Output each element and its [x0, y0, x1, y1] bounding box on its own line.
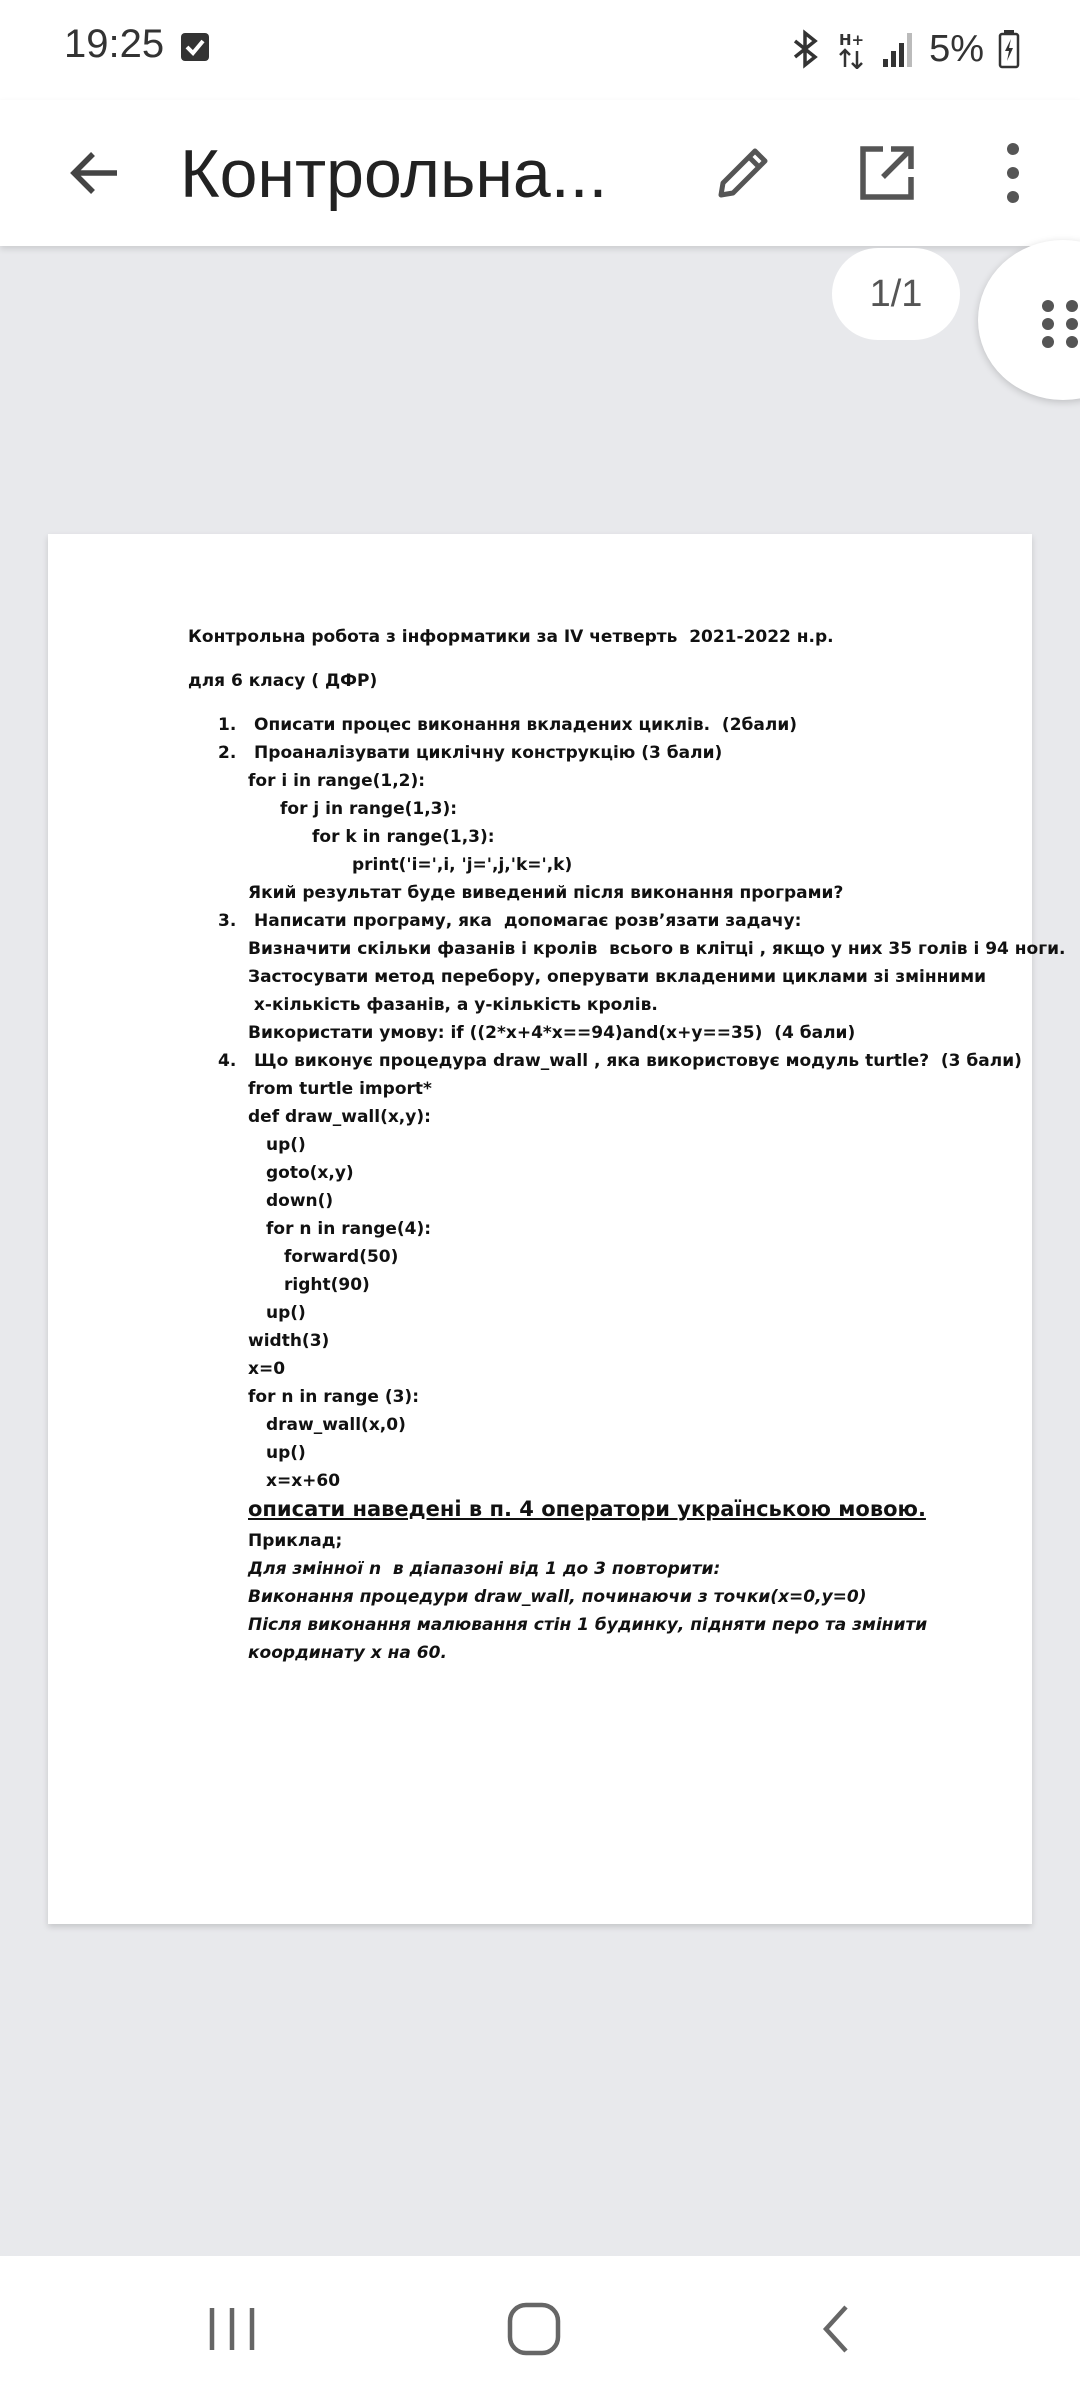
document-line: down(): [266, 1191, 334, 1211]
bluetooth-icon: [789, 29, 823, 69]
document-line: forward(50): [284, 1247, 399, 1267]
document-line: Застосувати метод перебору, оперувати вкладеними циклами зі змінними: [248, 967, 987, 987]
svg-text:H+: H+: [839, 31, 865, 49]
recent-apps-button[interactable]: [172, 2284, 292, 2374]
open-in-new-icon: [855, 141, 919, 205]
document-line: up(): [266, 1443, 306, 1463]
document-line: Який результат буде виведений після виконання програми?: [248, 883, 844, 903]
document-line: def draw_wall(x,y):: [248, 1107, 431, 1127]
back-nav-button[interactable]: [776, 2284, 896, 2374]
document-title: Контрольна...: [180, 136, 608, 212]
document-line: 3. Написати програму, яка допомагає розв’язати задачу:: [218, 911, 802, 931]
floating-action-button[interactable]: [978, 240, 1080, 400]
navigation-bar: [0, 2256, 1080, 2400]
page-indicator: 1/1: [832, 248, 960, 340]
document-line: координату х на 60.: [248, 1643, 447, 1663]
document-line: Визначити скільки фазанів і кролів всього в клітці , якщо у них 35 голів і 94 ноги.: [248, 939, 1066, 959]
more-options-button[interactable]: [968, 128, 1058, 218]
document-page[interactable]: [48, 534, 1066, 1924]
battery-percent: 5%: [929, 27, 984, 70]
document-line: x=0: [248, 1359, 286, 1379]
document-line: for j in range(1,3):: [280, 799, 458, 819]
document-line: print('i=',i, 'j=',j,'k=',k): [352, 855, 573, 875]
document-line: goto(x,y): [266, 1163, 354, 1183]
document-line: 1. Описати процес виконання вкладених циклів. (2бали): [218, 715, 798, 735]
document-line: Використати умову: if ((2*x+4*x==94)and(x+y==35) (4 бали): [248, 1023, 856, 1043]
document-line: for n in range (3):: [248, 1387, 419, 1407]
document-line: for n in range(4):: [266, 1219, 432, 1239]
chevron-left-icon: [816, 2301, 856, 2357]
document-line: width(3): [248, 1331, 330, 1351]
document-line: для 6 класу ( ДФР): [188, 671, 378, 691]
document-line: описати наведені в п. 4 оператори українською мовою.: [248, 1497, 926, 1521]
more-vertical-icon: [1003, 141, 1023, 205]
document-line: 4. Що виконує процедура draw_wall , яка використовує модуль turtle? (3 бали): [218, 1051, 1022, 1071]
document-line: Для змінної n в діапазоні від 1 до 3 повторити:: [248, 1559, 721, 1579]
battery-charging-icon: [998, 29, 1020, 69]
document-line: for k in range(1,3):: [312, 827, 495, 847]
document-line: right(90): [284, 1275, 370, 1295]
status-bar: [0, 0, 1080, 100]
checkbox-notification-icon: [180, 32, 210, 62]
edit-button[interactable]: [698, 128, 788, 218]
document-line: draw_wall(x,0): [266, 1415, 406, 1435]
home-button[interactable]: [474, 2284, 594, 2374]
dots-grid-icon: [1040, 298, 1080, 350]
document-line: x=x+60: [266, 1471, 341, 1491]
signal-icon: [881, 29, 915, 69]
recent-apps-icon: [206, 2304, 258, 2354]
document-line: up(): [266, 1303, 306, 1323]
back-button[interactable]: [50, 128, 140, 218]
document-line: up(): [266, 1135, 306, 1155]
document-line: Виконання процедури draw_wall, починаючи з точки(x=0,y=0): [248, 1587, 867, 1607]
document-line: х-кількість фазанів, а у-кількість кролів.: [248, 995, 658, 1015]
document-line: 2. Проаналізувати циклічну конструкцію (3 бали): [218, 743, 723, 763]
app-toolbar: [0, 100, 1080, 246]
document-line: Приклад;: [248, 1531, 343, 1551]
document-line: Після виконання малювання стін 1 будинку, підняти перо та змінити: [248, 1615, 928, 1635]
network-type-icon: [837, 29, 867, 69]
arrow-back-icon: [65, 143, 125, 203]
home-icon: [506, 2301, 562, 2357]
pencil-icon: [711, 141, 775, 205]
document-line: from turtle import*: [248, 1079, 432, 1099]
status-time: 19:25: [64, 22, 165, 66]
document-line: Контрольна робота з інформатики за IV четверть 2021-2022 н.р.: [188, 627, 834, 647]
status-icons: [789, 24, 1020, 74]
document-line: for i in range(1,2):: [248, 771, 426, 791]
open-external-button[interactable]: [842, 128, 932, 218]
